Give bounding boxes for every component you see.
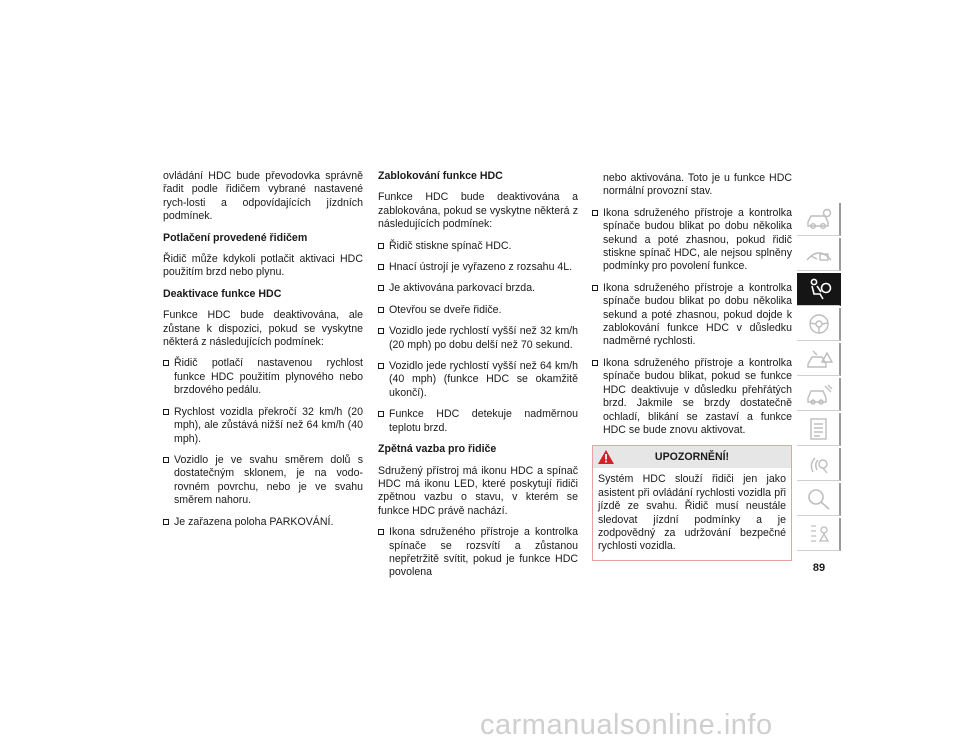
column-right	[592, 172, 792, 561]
bullet-list	[163, 357, 363, 528]
tab-service-car[interactable]	[797, 378, 841, 411]
tab-dashboard[interactable]	[797, 238, 841, 271]
service-car-icon	[805, 382, 833, 406]
dashboard-icon	[805, 242, 833, 266]
warning-title: UPOZORNĚNÍ!	[654, 451, 730, 464]
list-item: Ikona sdruženého přístroje a kontrolka spínače se rozsvítí a zůstanou nepřetržitě svítit, pokud je funkce HDC povolena	[378, 526, 578, 580]
paragraph: ovládání HDC bude převodovka správně řadit podle řidičem vybrané nastavené rych-losti a odpovídajících jízdních podmínek.	[163, 170, 363, 223]
specifications-icon	[805, 417, 833, 441]
list-item: Otevřou se dveře řidiče.	[378, 304, 578, 317]
tab-search[interactable]	[797, 483, 841, 516]
list-item: Ikona sdruženého přístroje a kontrolka spínače budou blikat po dobu několika sekund a poté zhasnou, pokud řidič stiskne spínač HDC, ale nejsou splněny podmínky pro povolení funkce.	[592, 207, 792, 274]
tab-index[interactable]	[797, 518, 841, 551]
page-number: 89	[812, 562, 826, 574]
column-left	[163, 170, 363, 537]
steering-wheel-icon	[805, 312, 833, 336]
paragraph: Řidič může kdykoli potlačit aktivaci HDC použitím brzd nebo plynu.	[163, 253, 363, 279]
section-heading: Zablokování funkce HDC	[378, 170, 503, 182]
list-item: Vozidlo jede rychlostí vyšší než 64 km/h (40 mph) (funkce HDC se okamžitě ukončí).	[378, 360, 578, 400]
tab-specifications[interactable]	[797, 413, 841, 446]
bullet-list	[592, 207, 792, 438]
list-item: Hnací ústrojí je vyřazeno z rozsahu 4L.	[378, 261, 578, 274]
list-item: Ikona sdruženého přístroje a kontrolka spínače budou blikat, pokud se funkce HDC deaktivuje v důsledku přehřátých brzd. Jakmile se brzdy dostatečně ochladí, blikání se zastaví a funkce HDC se bude znovu aktivovat.	[592, 357, 792, 437]
paragraph: Sdružený přístroj má ikonu HDC a spínač HDC má ikonu LED, které poskytují řidiči zpětnou vazbu o stavu, v kterém se funkce HDC právě nachází.	[378, 464, 578, 517]
list-item: Vozidlo je ve svahu směrem dolů s dostatečným sklonem, je na vodo-rovném povrchu, nebo je ve svahu směrem nahoru.	[163, 454, 363, 508]
warning-triangle-icon	[597, 449, 615, 473]
list-item: Je zařazena poloha PARKOVÁNÍ.	[163, 516, 363, 529]
list-item: Řidič potlačí nastavenou rychlost funkce HDC použitím plynového nebo brzdového pedálu.	[163, 357, 363, 397]
roadside-emergency-icon	[805, 347, 833, 371]
list-item: Ikona sdruženého přístroje a kontrolka spínače budou blikat po dobu několika sekund a poté zhasnou, pokud dojde k zablokování funkce HDC v důsledku nadměrné rychlosti.	[592, 282, 792, 349]
list-item: Vozidlo jede rychlostí vyšší než 32 km/h (20 mph) po dobu delší než 70 sekund.	[378, 325, 578, 352]
paragraph: Funkce HDC bude deaktivována a zablokována, pokud se vyskytne některá z následujících podmínek:	[378, 191, 578, 231]
car-info-icon	[805, 207, 833, 231]
tab-multimedia[interactable]	[797, 448, 841, 481]
chapter-tabs	[797, 203, 841, 553]
tab-steering-wheel[interactable]	[797, 308, 841, 341]
watermark: carmanualsonline.info	[480, 709, 773, 741]
multimedia-icon	[805, 452, 833, 476]
search-icon	[805, 487, 833, 511]
index-icon	[805, 522, 833, 546]
section-heading: Potlačení provedené řidičem	[163, 231, 308, 244]
warning-header	[593, 446, 791, 468]
section-heading: Zpětná vazba pro řidiče	[378, 443, 497, 456]
list-item: Řidič stiskne spínač HDC.	[378, 240, 578, 253]
warning-box	[592, 445, 792, 560]
bullet-list	[378, 240, 578, 435]
section-heading: Deaktivace funkce HDC	[163, 287, 282, 300]
airbag-safety-icon	[805, 277, 833, 301]
paragraph-continued: nebo aktivována. Toto je u funkce HDC normální provozní stav.	[603, 172, 792, 198]
tab-airbag-safety[interactable]	[797, 273, 841, 306]
tab-roadside-emergency[interactable]	[797, 343, 841, 376]
list-item: Rychlost vozidla překročí 32 km/h (20 mph), ale zůstává nižší než 64 km/h (40 mph).	[163, 406, 363, 446]
list-item: Funkce HDC detekuje nadměrnou teplotu brzd.	[378, 408, 578, 435]
list-item: Je aktivována parkovací brzda.	[378, 282, 578, 295]
warning-text: Systém HDC slouží řidiči jen jako asistent při ovládání rychlosti vozidla při jízdě ze svahu. Řidič musí neustále sledovat jízdní podmínky a je zodpovědný za udržování bezpečné rychlosti vozidla.	[598, 473, 786, 553]
bullet-list	[378, 526, 578, 580]
paragraph: Funkce HDC bude deaktivována, ale zůstane k dispozici, pokud se vyskytne některá z následujících podmínek:	[163, 309, 363, 349]
column-middle	[378, 170, 578, 588]
tab-car-info[interactable]	[797, 203, 841, 236]
